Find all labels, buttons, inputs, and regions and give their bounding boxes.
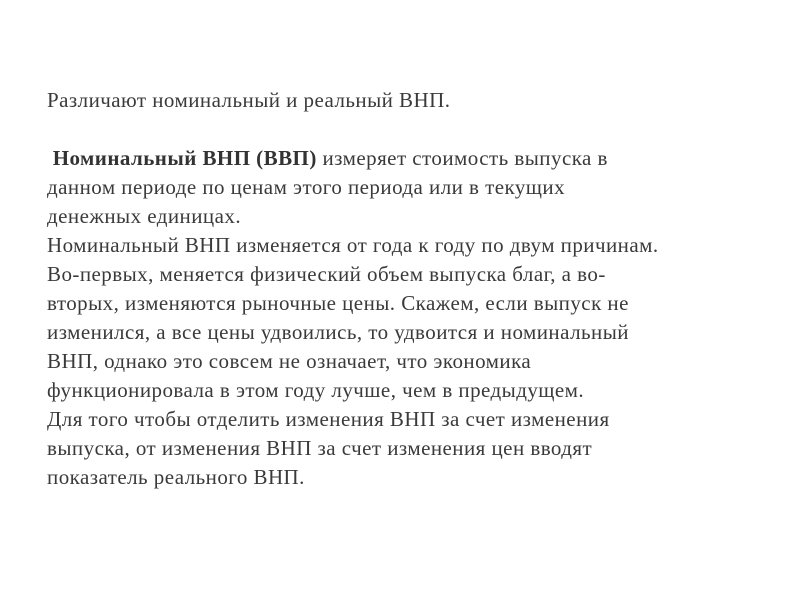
definition-line-3: денежных единицах. <box>47 204 242 228</box>
body-line-3: вторых, изменяются рыночные цены. Скажем, если выпуск не <box>47 291 629 315</box>
definition-line-2: данном периоде по ценам этого периода или в текущих <box>47 175 566 199</box>
definition-line-1-rest: измеряет стоимость выпуска в <box>316 146 608 170</box>
body-line-9: показатель реального ВНП. <box>47 465 305 489</box>
heading-line: Различают номинальный и реальный ВНП. <box>47 88 451 112</box>
slide-text-block <box>47 86 797 492</box>
body-line-4: изменился, а все цены удвоились, то удвоится и номинальный <box>47 320 629 344</box>
body-line-2: Во-первых, меняется физический объем выпуска благ, а во- <box>47 262 606 286</box>
body-line-8: выпуска, от изменения ВНП за счет изменения цен вводят <box>47 436 593 460</box>
definition-term: Номинальный ВНП (ВВП) <box>52 146 317 170</box>
paragraph-spacer <box>47 115 797 144</box>
body-line-5: ВНП, однако это совсем не означает, что экономика <box>47 349 532 373</box>
body-line-6: функционировала в этом году лучше, чем в предыдущем. <box>47 378 585 402</box>
body-line-1: Номинальный ВНП изменяется от года к году по двум причинам. <box>47 233 659 257</box>
body-line-7: Для того чтобы отделить изменения ВНП за счет изменения <box>47 407 610 431</box>
definition-line-1 <box>47 144 797 173</box>
